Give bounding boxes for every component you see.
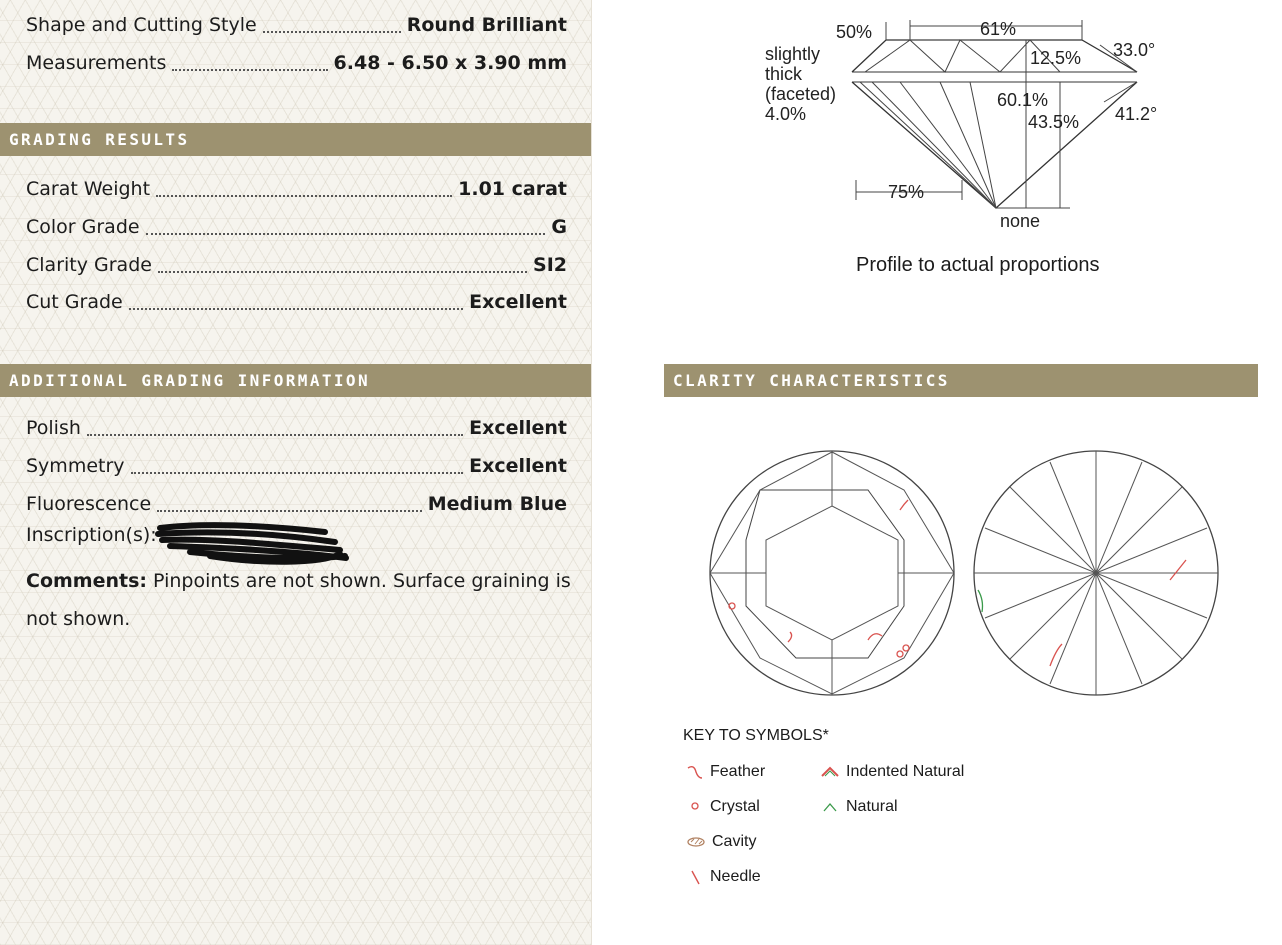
key-cavity-label: Cavity <box>712 833 757 850</box>
fluorescence-row <box>26 487 567 521</box>
crown-height-label: 12.5% <box>1030 48 1082 68</box>
fluorescence-label: Fluorescence <box>26 493 152 515</box>
leader-dots <box>263 30 401 33</box>
comments-text: Pinpoints are not shown. Surface graining is not shown. <box>26 570 571 630</box>
leader-dots <box>156 194 452 197</box>
crown-angle-label: 33.0° <box>1113 40 1156 60</box>
carat-value: 1.01 carat <box>458 178 567 200</box>
polish-row <box>26 411 567 445</box>
clarity-characteristics-header: CLARITY CHARACTERISTICS <box>664 364 1258 397</box>
total-depth-label: 60.1% <box>997 90 1049 110</box>
polish-label: Polish <box>26 417 81 439</box>
leader-dots <box>131 471 464 474</box>
symmetry-label: Symmetry <box>26 455 125 477</box>
comments-label: Comments: <box>26 570 147 592</box>
cut-value: Excellent <box>469 291 567 313</box>
profile-caption: Profile to actual proportions <box>856 254 1100 276</box>
leader-dots <box>158 270 527 273</box>
shape-row <box>26 8 567 42</box>
girdle-label-4: 4.0% <box>765 104 807 124</box>
girdle-label-1: slightly <box>765 44 821 64</box>
color-value: G <box>551 216 567 238</box>
indented-natural-icon <box>820 764 840 780</box>
key-feather-label: Feather <box>710 763 766 780</box>
shape-label: Shape and Cutting Style <box>26 14 257 36</box>
leader-dots <box>172 68 327 71</box>
inclusion-markings <box>729 500 1186 666</box>
proportions-profile-diagram <box>760 10 1180 240</box>
natural-icon <box>820 799 840 815</box>
cut-row <box>26 285 567 319</box>
grading-results-header: GRADING RESULTS <box>0 123 591 156</box>
key-feather <box>686 763 765 781</box>
measurements-label: Measurements <box>26 52 167 74</box>
symmetry-value: Excellent <box>469 455 567 477</box>
carat-label: Carat Weight <box>26 178 151 200</box>
key-indented-natural <box>820 763 964 781</box>
pavilion-view-plot <box>974 451 1218 695</box>
leader-dots <box>157 509 422 512</box>
color-label: Color Grade <box>26 216 140 238</box>
feather-icon <box>686 764 704 780</box>
pavilion-depth-label: 43.5% <box>1028 112 1080 132</box>
cavity-icon <box>686 834 706 850</box>
color-row <box>26 210 567 244</box>
comments-block <box>26 562 571 638</box>
crown-view-plot <box>710 451 954 695</box>
key-crystal-label: Crystal <box>710 798 760 815</box>
inscription-label: Inscription(s): <box>26 524 157 546</box>
leader-dots <box>87 433 463 436</box>
measurements-value: 6.48 - 6.50 x 3.90 mm <box>333 52 567 74</box>
culet-label: none <box>1000 211 1041 231</box>
lower-half-label: 75% <box>888 182 925 202</box>
clarity-value: SI2 <box>533 254 567 276</box>
polish-value: Excellent <box>469 417 567 439</box>
redaction-scribble <box>150 520 350 566</box>
fluorescence-value: Medium Blue <box>427 493 567 515</box>
key-natural <box>820 798 898 816</box>
carat-row <box>26 172 567 206</box>
clarity-plot-diagrams <box>700 440 1230 710</box>
shape-value: Round Brilliant <box>406 14 567 36</box>
key-indented-natural-label: Indented Natural <box>846 763 965 780</box>
pavilion-angle-label: 41.2° <box>1115 104 1158 124</box>
needle-icon <box>686 869 704 885</box>
key-crystal <box>686 798 760 816</box>
key-needle <box>686 868 761 886</box>
measurements-row <box>26 46 567 80</box>
clarity-label: Clarity Grade <box>26 254 152 276</box>
cut-label: Cut Grade <box>26 291 123 313</box>
star-length-label: 50% <box>836 22 873 42</box>
leader-dots <box>129 307 463 310</box>
table-label: 61% <box>980 19 1017 39</box>
clarity-row <box>26 248 567 282</box>
key-cavity <box>686 833 756 851</box>
key-natural-label: Natural <box>846 798 898 815</box>
symmetry-row <box>26 449 567 483</box>
crystal-icon <box>686 799 704 815</box>
report-left-panel <box>0 0 592 945</box>
leader-dots <box>146 232 546 235</box>
girdle-label-2: thick <box>765 64 803 84</box>
girdle-label-3: (faceted) <box>765 84 837 104</box>
key-to-symbols-title: KEY TO SYMBOLS* <box>683 727 829 744</box>
key-needle-label: Needle <box>710 868 761 885</box>
additional-info-header: ADDITIONAL GRADING INFORMATION <box>0 364 591 397</box>
